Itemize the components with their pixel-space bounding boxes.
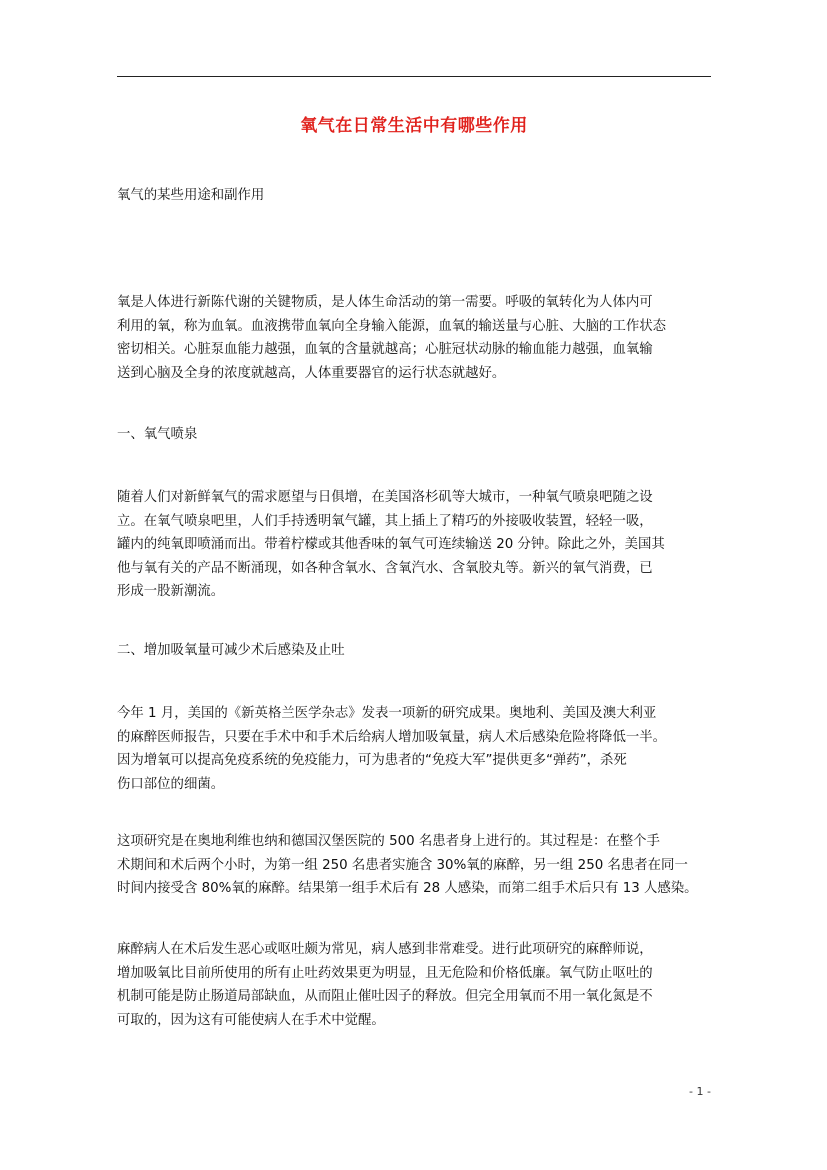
text-line: 立。在氧气喷泉吧里，人们手持透明氧气罐，其上插上了精巧的外接吸收装置，轻轻一吸， <box>117 513 653 529</box>
intro-paragraph <box>117 291 711 385</box>
heading-text: 一、氧气喷泉 <box>117 427 198 442</box>
text-line: 利用的氧，称为血氧。血液携带血氧向全身输入能源，血氧的输送量与心脏、大脑的工作状态 <box>117 318 667 334</box>
text-line: 罐内的纯氧即喷涌而出。带着柠檬或其他香味的氧气可连续输送 20 分钟。除此之外，美国其 <box>117 537 665 552</box>
text-line: 密切相关。心脏泵血能力越强，血氧的含量就越高；心脏冠状动脉的输血能力越强，血氧输 <box>117 342 653 357</box>
text-line: 时间内接受含 80%氧的麻醉。结果第一组手术后有 28 人感染，而第二组手术后只有 13 人感染。 <box>117 881 698 896</box>
text-line: 机制可能是防止肠道局部缺血，从而阻止催吐因子的释放。但完全用氧而不用一氧化氮是不 <box>117 989 653 1004</box>
text-line: 他与氧有关的产品不断涌现，如各种含氧水、含氧汽水、含氧胶丸等。新兴的氧气消费，已 <box>117 560 653 576</box>
header-rule <box>117 76 711 77</box>
oxygen-fountain-paragraph <box>117 486 711 604</box>
text-line: 术期间和术后两个小时，为第一组 250 名患者实施含 30%氧的麻醉，另一组 250 名患者在同一 <box>117 857 688 873</box>
text-line: 伤口部位的细菌。 <box>117 776 225 792</box>
document-title: 氧气在日常生活中有哪些作用 <box>300 116 528 136</box>
study-process-paragraph <box>117 830 711 901</box>
text-line: 增加吸氧比目前所使用的所有止吐药效果更为明显，且无危险和价格低廉。氧气防止呕吐的 <box>117 965 653 981</box>
text-line: 的麻醉医师报告，只要在手术中和手术后给病人增加吸氧量，病人术后感染危险将降低一半。 <box>117 729 667 745</box>
subtitle-text: 氧气的某些用途和副作用 <box>117 188 265 203</box>
nausea-paragraph <box>117 938 711 1032</box>
text-line: 因为增氧可以提高免疫系统的免疫能力，可为患者的“免疫大军”提供更多“弹药”，杀死 <box>117 753 627 768</box>
text-line: 这项研究是在奥地利维也纳和德国汉堡医院的 500 名患者身上进行的。其过程是：在整个手 <box>117 834 660 849</box>
page-number: - 1 - <box>689 1085 711 1098</box>
text-line: 麻醉病人在术后发生恶心或呕吐颇为常见，病人感到非常难受。进行此项研究的麻醉师说， <box>117 942 653 957</box>
text-line: 可取的，因为这有可能使病人在手术中觉醒。 <box>117 1012 385 1028</box>
text-line: 今年 1 月，美国的《新英格兰医学杂志》发表一项新的研究成果。奥地利、美国及澳大利亚 <box>117 706 657 721</box>
text-line: 氧是人体进行新陈代谢的关键物质，是人体生命活动的第一需要。呼吸的氧转化为人体内可 <box>117 295 653 310</box>
section-heading-oxygen-fountain <box>117 423 711 447</box>
text-line: 形成一股新潮流。 <box>117 584 225 599</box>
document-subtitle <box>117 184 711 208</box>
text-line: 送到心脑及全身的浓度就越高，人体重要器官的运行状态就越好。 <box>117 365 506 381</box>
section-heading-oxygen-intake <box>117 639 711 663</box>
journal-study-paragraph <box>117 702 711 796</box>
heading-text: 二、增加吸氧量可减少术后感染及止吐 <box>117 643 345 658</box>
text-line: 随着人们对新鲜氧气的需求愿望与日俱增，在美国洛杉矶等大城市，一种氧气喷泉吧随之设 <box>117 490 653 505</box>
